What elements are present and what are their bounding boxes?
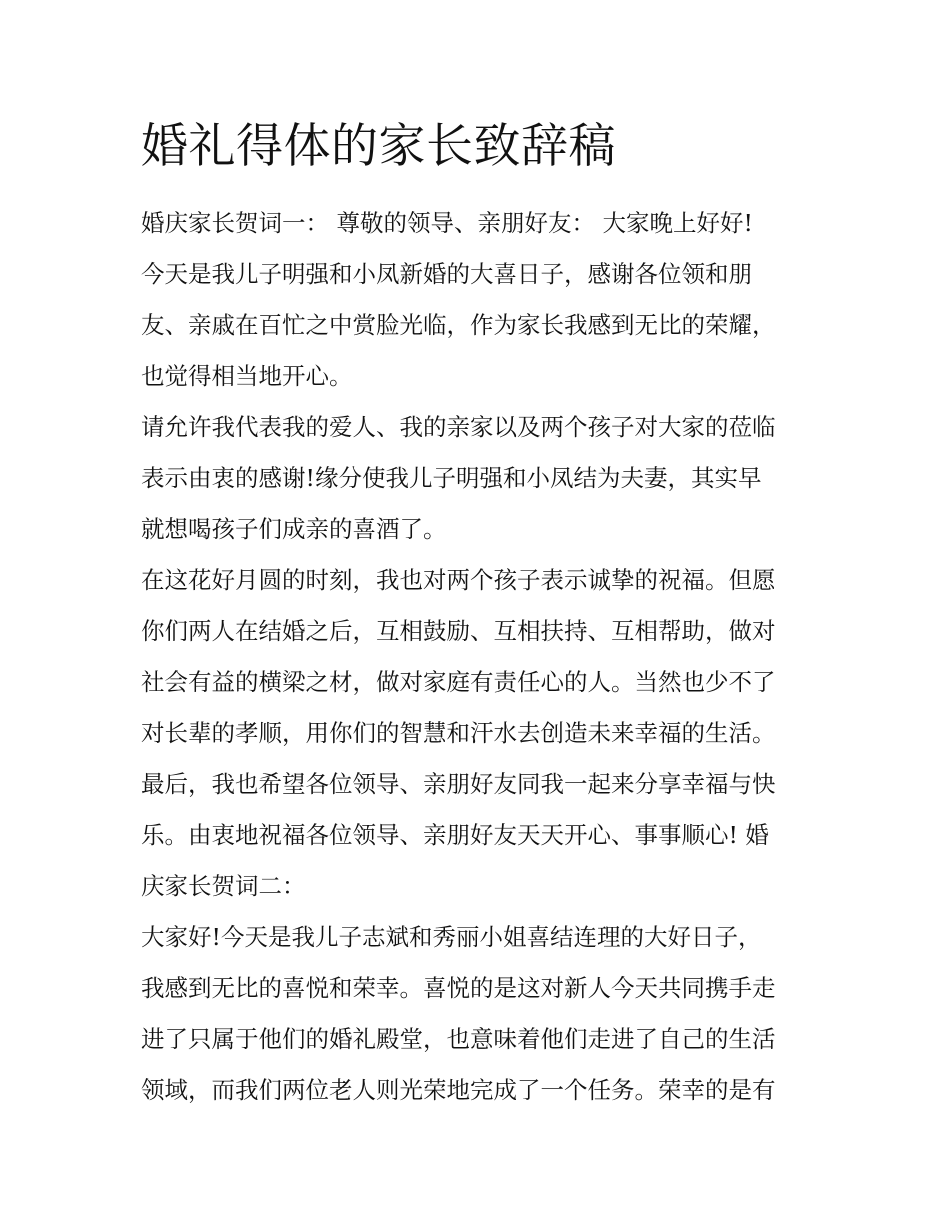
text-line: 领域，而我们两位老人则光荣地完成了一个任务。荣幸的是有	[141, 1076, 776, 1104]
text-line: 就想喝孩子们成亲的喜酒了。	[141, 515, 447, 543]
page-title: 婚礼得体的家长致辞稿	[141, 119, 616, 174]
text-line: 社会有益的横梁之材，做对家庭有责任心的人。当然也少不了	[141, 668, 776, 696]
text-line: 进了只属于他们的婚礼殿堂，也意味着他们走进了自己的生活	[141, 1025, 776, 1053]
text-line: 最后，我也希望各位领导、亲朋好友同我一起来分享幸福与快	[141, 770, 776, 798]
text-line: 表示由衷的感谢!缘分使我儿子明强和小凤结为夫妻，其实早	[141, 464, 762, 492]
text-line: 在这花好月圆的时刻，我也对两个孩子表示诚挚的祝福。但愿	[141, 566, 776, 594]
text-line: 我感到无比的喜悦和荣幸。喜悦的是这对新人今天共同携手走	[141, 974, 776, 1002]
text-line: 友、亲戚在百忙之中赏脸光临，作为家长我感到无比的荣耀，	[141, 311, 776, 339]
text-line: 大家好!今天是我儿子志斌和秀丽小姐喜结连理的大好日子，	[141, 923, 762, 951]
text-line: 也觉得相当地开心。	[141, 362, 353, 390]
text-line: 对长辈的孝顺，用你们的智慧和汗水去创造未来幸福的生活。	[141, 719, 776, 747]
text-line: 婚庆家长贺词一： 尊敬的领导、亲朋好友： 大家晚上好好!	[141, 209, 753, 237]
text-line: 你们两人在结婚之后，互相鼓励、互相扶持、互相帮助，做对	[141, 617, 776, 645]
text-line: 庆家长贺词二：	[141, 872, 306, 900]
text-line: 今天是我儿子明强和小凤新婚的大喜日子，感谢各位领和朋	[141, 260, 752, 288]
text-line: 请允许我代表我的爱人、我的亲家以及两个孩子对大家的莅临	[141, 413, 776, 441]
text-line: 乐。由衷地祝福各位领导、亲朋好友天天开心、事事顺心! 婚	[141, 821, 769, 849]
document-body	[141, 198, 831, 1116]
